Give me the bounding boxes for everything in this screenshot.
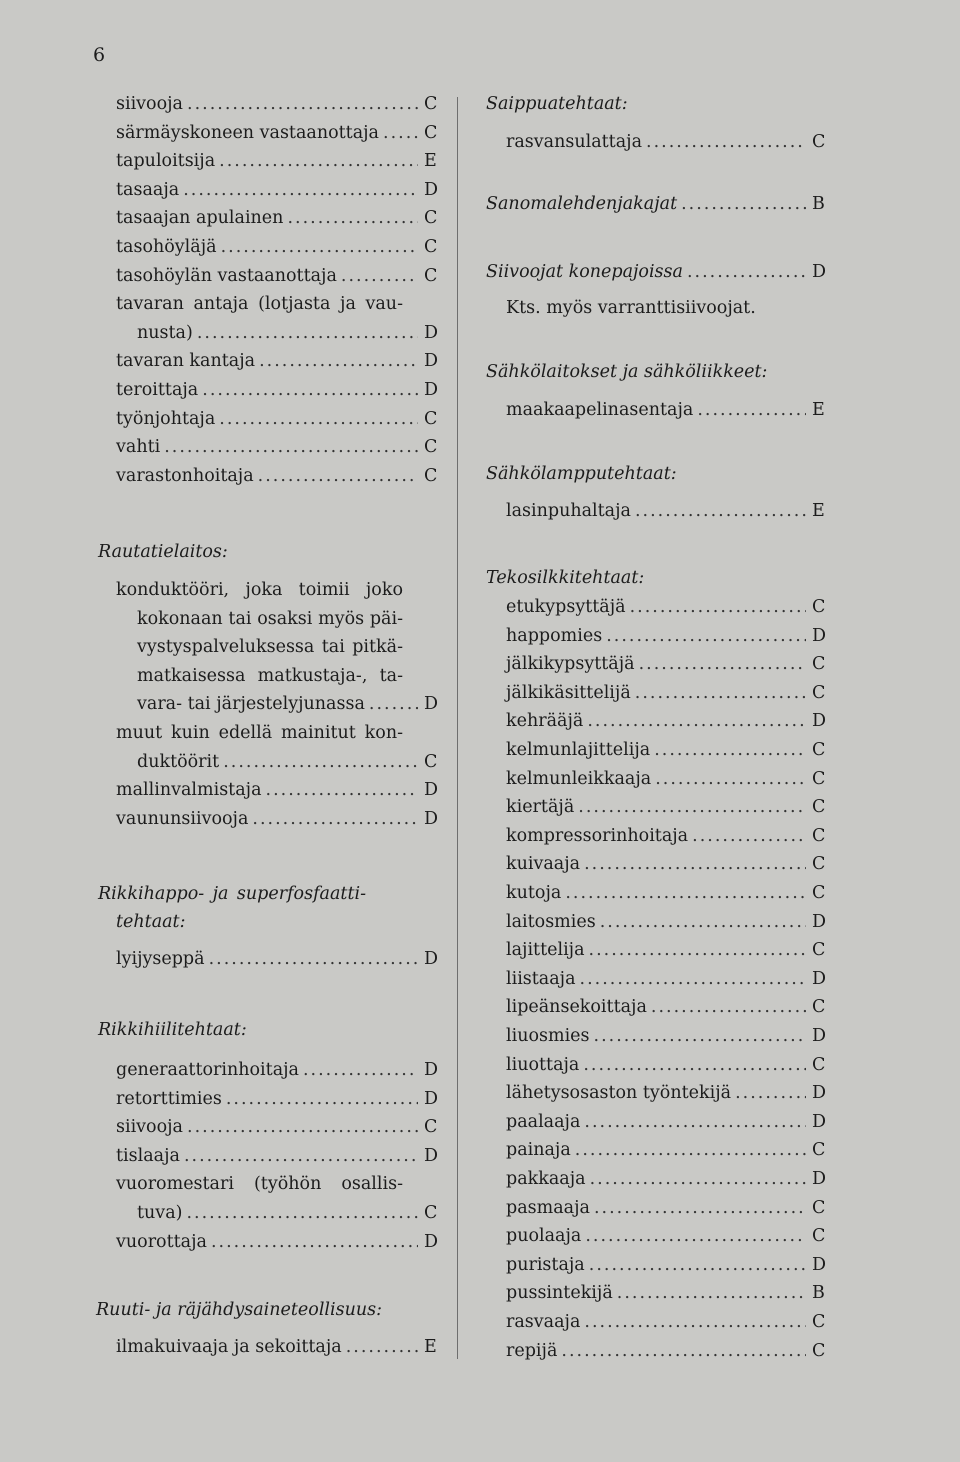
entry-code: C [812,1226,826,1247]
entry-code: C [812,825,826,846]
dot-leader [639,654,806,674]
entry-code: C [812,132,826,152]
entry-code: D [424,1145,439,1166]
dot-leader [583,1055,806,1075]
dot-leader [164,437,418,457]
entry-label-line: tavaran antaja (lotjasta ja vau- [116,294,403,315]
entry-code: C [424,465,438,486]
dot-leader [594,1198,806,1218]
dot-leader [211,1232,418,1252]
section-heading-entry [486,194,826,214]
list-entry [116,1060,438,1080]
list-entry [137,1203,438,1223]
page-number: 6 [93,44,106,66]
entry-code: C [812,1312,826,1332]
entry-label: lipeänsekoittaja [506,997,647,1018]
dot-leader [369,694,418,714]
entry-label: siivooja [116,94,183,114]
entry-label: tapuloitsija [116,151,216,172]
entry-code: D [812,711,827,732]
entry-label: teroittaja [116,380,199,400]
dot-leader [561,1341,806,1361]
entry-code: C [812,940,826,961]
entry-label: paalaaja [506,1111,581,1132]
entry-code: D [812,911,827,932]
list-entry [116,409,438,429]
entry-code: C [812,740,826,760]
list-entry [116,380,438,400]
entry-label-line: kokonaan tai osaksi myös päi- [137,608,403,629]
entry-label: tasohöylän vastaanottaja [116,265,337,286]
entry-code: D [424,1060,439,1080]
entry-code: C [812,768,826,789]
list-entry [506,400,826,420]
dot-leader [590,1169,806,1189]
dot-leader [589,1255,806,1275]
cross-reference-note: Kts. myös varranttisiivoojat. [506,298,756,318]
list-entry [506,826,826,846]
dot-leader [575,1140,806,1160]
list-entry [116,1232,438,1252]
entry-code: E [812,501,825,521]
list-entry [116,351,438,371]
dot-leader [187,94,418,114]
entry-label: liuottaja [506,1054,580,1075]
dot-leader [585,1226,806,1246]
dot-leader [259,351,418,371]
list-entry [116,237,438,257]
list-entry [506,1169,826,1189]
entry-code: C [424,1203,438,1223]
section-heading: Sähkölampputehtaat: [486,464,677,484]
entry-label: kiertäjä [506,797,575,818]
dot-leader [630,597,806,617]
dot-leader [606,626,806,646]
entry-label: vuorottaja [116,1231,207,1252]
list-entry [506,597,826,617]
dot-leader [617,1283,806,1303]
list-entry [506,797,826,817]
list-entry [506,626,826,646]
entry-label: työnjohtaja [116,408,216,429]
entry-label: kutoja [506,883,562,903]
list-entry [506,1226,826,1246]
entry-label: kelmunleikkaaja [506,768,652,789]
entry-label: kuivaaja [506,854,581,875]
entry-label: pasmaaja [506,1197,590,1218]
entry-label: kelmunlajittelija [506,740,651,760]
entry-code: E [424,151,437,172]
entry-code: C [424,408,438,429]
dot-leader [589,940,806,960]
dot-leader [202,380,418,400]
list-entry [506,1283,826,1303]
entry-code: E [812,400,825,420]
entry-label: lähetysosaston työntekijä [506,1083,732,1104]
entry-code: D [424,780,439,801]
entry-code: D [812,262,827,282]
entry-label: repijä [506,1340,558,1361]
entry-label: tavaran kantaja [116,351,256,372]
entry-code: C [424,94,438,114]
dot-leader [655,769,806,789]
dot-leader [654,740,806,760]
entry-code: C [812,797,826,818]
entry-code: C [812,654,826,675]
section-heading: Ruuti- ja räjähdysaineteollisuus: [96,1300,383,1320]
entry-label-line: muut kuin edellä mainitut kon- [116,723,403,743]
dot-leader [187,1117,418,1137]
entry-label: ilmakuivaaja ja sekoittaja [116,1337,342,1357]
dot-leader [697,400,806,420]
entry-code: B [812,194,825,214]
dot-leader [219,409,418,429]
dot-leader [197,323,418,343]
entry-label: särmäyskoneen vastaanottaja [116,122,379,143]
list-entry [116,1337,438,1357]
dot-leader [383,123,418,143]
dot-leader [635,683,806,703]
entry-label: puolaaja [506,1226,582,1247]
entry-label: vaununsiivooja [116,808,249,829]
dot-leader [687,262,806,282]
entry-label: pussintekijä [506,1283,613,1304]
dot-leader [584,1312,806,1332]
entry-code: C [812,1197,826,1218]
dot-leader [303,1060,418,1080]
list-entry [506,1341,826,1361]
list-entry [116,208,438,228]
list-entry [506,711,826,731]
entry-code: C [812,1140,826,1161]
list-entry [116,123,438,143]
dot-leader [587,711,806,731]
entry-label: Sanomalehdenjakajat [486,194,678,214]
entry-label: jälkikäsittelijä [506,682,631,703]
list-entry [116,1089,438,1109]
entry-label: happomies [506,625,603,646]
entry-code: D [812,968,827,989]
list-entry [506,1026,826,1046]
dot-leader [184,1146,418,1166]
dot-leader [584,1112,806,1132]
entry-code: D [424,949,439,969]
list-entry [506,1140,826,1160]
entry-label: rasvansulattaja [506,132,643,152]
entry-code: D [812,1083,827,1104]
section-heading-entry [486,262,826,282]
list-entry [506,883,826,903]
list-entry [506,997,826,1017]
entry-label: mallinvalmistaja [116,780,262,801]
list-entry [506,1083,826,1103]
entry-label-line: matkaisessa matkustaja-, ta- [137,665,403,686]
section-heading: Tekosilkkitehtaat: [486,568,645,588]
dot-leader [258,466,418,486]
entry-label: lyijyseppä [116,949,205,969]
dot-leader [223,752,418,772]
list-entry [116,466,438,486]
column-divider [457,97,458,1359]
section-heading: Rikkihiilitehtaat: [98,1020,247,1040]
section-heading: Rautatielaitos: [98,542,228,562]
entry-code: C [424,122,438,143]
entry-label: tasohöyläjä [116,237,217,257]
dot-leader [580,969,806,989]
dot-leader [209,949,418,969]
entry-label: Siivoojat konepajoissa [486,262,683,282]
dot-leader [186,1203,418,1223]
entry-code: C [812,1340,826,1361]
list-entry [506,969,826,989]
entry-code: B [812,1283,825,1304]
entry-label: pakkaaja [506,1169,586,1189]
entry-label: lajittelija [506,940,585,961]
entry-label: painaja [506,1140,571,1161]
entry-label: liuosmies [506,1026,590,1046]
dot-leader [600,912,806,932]
entry-code: D [424,1231,439,1252]
dot-leader [226,1089,418,1109]
entry-label: jälkikypsyttäjä [506,654,635,675]
entry-code: C [812,682,826,703]
list-entry [116,809,438,829]
list-entry [116,94,438,114]
dot-leader [346,1337,418,1357]
list-entry [116,180,438,200]
entry-label: generaattorinhoitaja [116,1060,299,1080]
entry-code: D [424,351,439,372]
entry-label: retorttimies [116,1088,222,1109]
dot-leader [183,180,418,200]
list-entry [116,266,438,286]
entry-label: duktöörit [137,751,220,772]
list-entry [506,132,826,152]
list-entry [506,769,826,789]
dot-leader [646,132,806,152]
dot-leader [735,1083,806,1103]
list-entry [116,780,438,800]
entry-code: D [812,1254,827,1275]
dot-leader [651,997,806,1017]
section-heading: Rikkihappo- ja superfosfaatti- [98,884,366,904]
entry-label: tasaajan apulainen [116,208,284,229]
entry-code: D [424,380,439,400]
list-entry [506,683,826,703]
dot-leader [635,501,806,521]
entry-label: maakaapelinasentaja [506,400,694,420]
entry-label: rasvaaja [506,1312,581,1332]
list-entry [506,740,826,760]
entry-code: D [424,322,439,343]
entry-label: lasinpuhaltaja [506,501,631,521]
dot-leader [341,266,418,286]
entry-label: etukypsyttäjä [506,597,626,617]
entry-code: C [812,597,826,617]
list-entry [116,1117,438,1137]
dot-leader [219,151,418,171]
dot-leader [578,797,806,817]
entry-code: C [424,437,438,458]
list-entry [116,437,438,457]
entry-code: E [424,1337,437,1357]
dot-leader [565,883,806,903]
dot-leader [252,809,418,829]
entry-code: C [424,237,438,257]
list-entry [137,694,438,714]
entry-code: C [424,1117,438,1138]
entry-label: vahti [116,437,161,458]
entry-code: C [812,997,826,1018]
entry-label: liistaaja [506,968,576,989]
list-entry [506,654,826,674]
entry-code: D [812,1026,827,1046]
list-entry [137,323,438,343]
entry-label: vara- tai järjestelyjunassa [137,694,365,715]
list-entry [506,1112,826,1132]
entry-code: C [812,1054,826,1075]
list-entry [506,912,826,932]
entry-code: C [812,883,826,903]
entry-label-line: konduktööri, joka toimii joko [116,580,403,600]
list-entry [506,501,826,521]
entry-code: C [424,265,438,286]
dot-leader [266,780,418,800]
entry-code: D [812,1169,827,1189]
entry-label: siivooja [116,1117,183,1138]
list-entry [116,1146,438,1166]
entry-label: kompressorinhoitaja [506,825,689,846]
list-entry [116,151,438,171]
list-entry [506,1255,826,1275]
entry-label: tislaaja [116,1145,180,1166]
entry-code: D [424,179,439,200]
dot-leader [692,826,806,846]
list-entry [506,1312,826,1332]
entry-label-line: vystyspalveluksessa tai pitkä- [137,637,403,658]
entry-label-line: vuoromestari (työhön osallis- [116,1174,403,1195]
dot-leader [287,208,418,228]
list-entry [506,1055,826,1075]
entry-label: nusta) [137,322,193,343]
dot-leader [594,1026,806,1046]
entry-code: D [812,1111,827,1132]
entry-label: tasaaja [116,179,180,200]
entry-label: puristaja [506,1254,585,1275]
section-heading: Sähkölaitokset ja sähköliikkeet: [486,362,768,382]
list-entry [137,752,438,772]
list-entry [506,940,826,960]
entry-code: D [424,808,439,829]
section-heading: tehtaat: [116,912,186,932]
entry-label: kehrääjä [506,711,584,732]
entry-code: C [424,208,438,229]
entry-code: C [424,751,438,772]
entry-label: laitosmies [506,911,596,932]
entry-code: D [812,625,827,646]
entry-label: varastonhoitaja [116,465,254,486]
list-entry [506,1198,826,1218]
dot-leader [221,237,418,257]
section-heading: Saippuatehtaat: [486,94,628,114]
list-entry [116,949,438,969]
entry-code: C [812,854,826,875]
dot-leader [584,854,806,874]
entry-label: tuva) [137,1203,183,1223]
dot-leader [681,194,806,214]
list-entry [506,854,826,874]
entry-code: D [424,694,439,715]
entry-code: D [424,1088,439,1109]
